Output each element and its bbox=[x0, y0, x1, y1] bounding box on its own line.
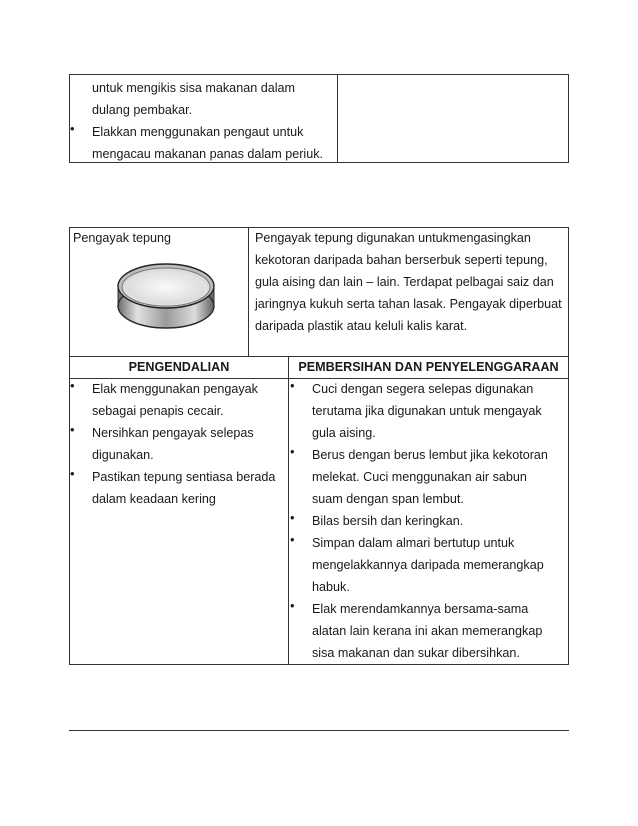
text-line: • Bilas bersih dan keringkan. bbox=[312, 514, 464, 528]
flour-sieve-image bbox=[114, 256, 218, 338]
continuation-text bbox=[92, 77, 295, 121]
text-line: melekat. Cuci menggunakan air sabun bbox=[312, 470, 527, 484]
continuation-table bbox=[69, 74, 569, 163]
text-line: sisa makanan dan sukar dibersihkan. bbox=[312, 646, 520, 660]
list-item bbox=[66, 422, 275, 466]
text-line: mengacau makanan panas dalam periuk. bbox=[92, 147, 324, 161]
text-line: habuk. bbox=[312, 580, 350, 594]
control-list bbox=[66, 378, 275, 510]
text-line: • Elak menggunakan pengayak bbox=[92, 382, 258, 396]
text-line: • Elak merendamkannya bersama-sama bbox=[312, 602, 529, 616]
item-name: Pengayak tepung bbox=[73, 231, 172, 245]
column-divider bbox=[337, 75, 338, 162]
text-line: • Elakkan menggunakan pengaut untuk bbox=[92, 125, 304, 139]
text-line: mengelakkannya daripada memerangkap bbox=[312, 558, 544, 572]
list-item bbox=[66, 121, 323, 165]
text-line: kekotoran daripada bahan berserbuk seperti tepung, bbox=[255, 253, 548, 267]
footer-rule bbox=[69, 730, 569, 731]
list-item bbox=[286, 378, 548, 444]
list-item bbox=[286, 444, 548, 510]
text-line: Pengayak tepung digunakan untukmengasingkan bbox=[255, 231, 531, 245]
list-item bbox=[66, 378, 275, 422]
item-description bbox=[255, 227, 562, 337]
list-item bbox=[66, 466, 275, 510]
text-line: • Berus dengan berus lembut jika kekotoran bbox=[312, 448, 548, 462]
list-item bbox=[286, 510, 548, 532]
text-line: • Nersihkan pengayak selepas bbox=[92, 426, 254, 440]
list-item bbox=[286, 532, 548, 598]
text-line: • Simpan dalam almari bertutup untuk bbox=[312, 536, 515, 550]
text-line: suam dengan span lembut. bbox=[312, 492, 464, 506]
text-line: sebagai penapis cecair. bbox=[92, 404, 224, 418]
cleaning-list bbox=[286, 378, 548, 664]
equipment-table bbox=[69, 227, 569, 665]
text-line: gula aising dan lain – lain. Terdapat pelbagai saiz dan bbox=[255, 275, 554, 289]
text-line: digunakan. bbox=[92, 448, 154, 462]
text-line: • Pastikan tepung sentiasa berada bbox=[92, 470, 276, 484]
text-line: • Cuci dengan segera selepas digunakan bbox=[312, 382, 534, 396]
text-line: gula aising. bbox=[312, 426, 376, 440]
control-header: PENGENDALIAN bbox=[128, 360, 230, 374]
text-line: dulang pembakar. bbox=[92, 103, 193, 117]
bullet-list bbox=[66, 121, 323, 165]
text-line: jaringnya kukuh serta tahan lasak. Pengayak diperbuat bbox=[255, 297, 562, 311]
text-line: daripada plastik atau keluli kalis karat. bbox=[255, 319, 468, 333]
cleaning-header: PEMBERSIHAN DAN PENYELENGGARAAN bbox=[298, 360, 559, 374]
text-line: dalam keadaan kering bbox=[92, 492, 216, 506]
text-line: terutama jika digunakan untuk mengayak bbox=[312, 404, 542, 418]
list-item bbox=[286, 598, 548, 664]
column-divider bbox=[248, 228, 249, 356]
text-line: untuk mengikis sisa makanan dalam bbox=[92, 81, 296, 95]
text-line: alatan lain kerana ini akan memerangkap bbox=[312, 624, 543, 638]
